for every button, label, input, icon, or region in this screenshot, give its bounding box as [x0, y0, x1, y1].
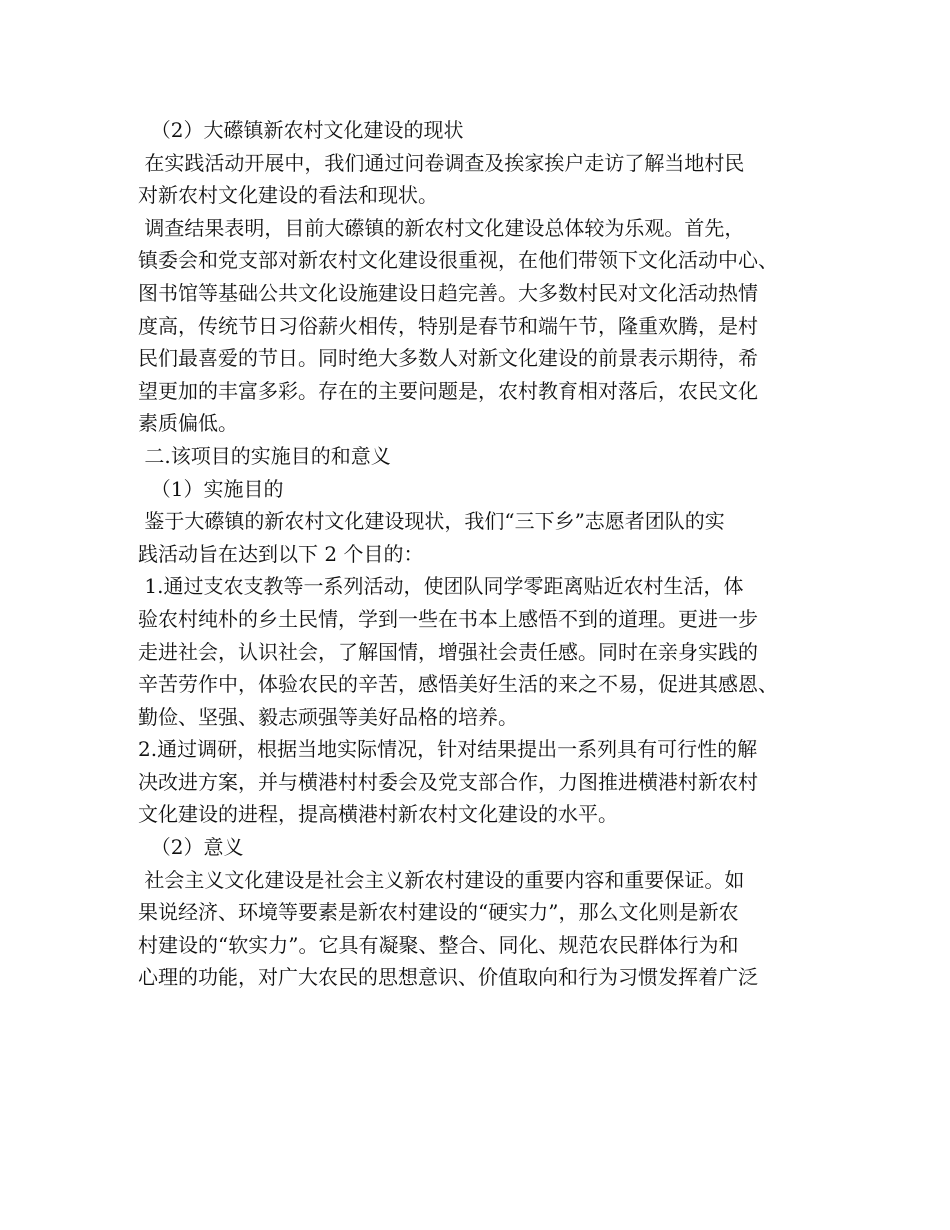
paragraph-line: 图书馆等基础公共文化设施建设日趋完善。大多数村民对文化活动热情: [138, 280, 758, 305]
list-item-line: 1.通过支农支教等一系列活动，使团队同学零距离贴近农村生活，体: [138, 574, 744, 599]
paragraph-line: 村建设的“软实力”。它具有凝聚、整合、同化、规范农民群体行为和: [138, 932, 739, 957]
subheading-significance: （2）意义: [138, 835, 244, 860]
section-heading-status: （2）大礤镇新农村文化建设的现状: [138, 118, 464, 142]
list-item-line: 文化建设的进程，提高横港村新农村文化建设的水平。: [138, 802, 618, 827]
paragraph-line: 在实践活动开展中，我们通过问卷调查及挨家挨户走访了解当地村民: [138, 150, 745, 175]
list-item-line: 验农村纯朴的乡土民情，学到一些在书本上感悟不到的道理。更进一步: [138, 606, 758, 631]
paragraph-line: 果说经济、环境等要素是新农村建设的“硬实力”，那么文化则是新农: [138, 900, 739, 925]
list-item-line: 辛苦劳作中，体验农民的辛苦，感悟美好生活的来之不易，促进其感恩、: [138, 672, 778, 697]
section-heading-purpose-significance: 二.该项目的实施目的和意义: [138, 443, 391, 468]
paragraph-line: 民们最喜爱的节日。同时绝大多数人对新文化建设的前景表示期待，希: [138, 346, 758, 371]
paragraph-line: 鉴于大礤镇的新农村文化建设现状，我们“三下乡”志愿者团队的实: [138, 509, 725, 534]
paragraph-line: 践活动旨在达到以下 2 个目的：: [138, 541, 424, 566]
document-body: [138, 114, 818, 994]
list-item-line: 勤俭、坚强、毅志顽强等美好品格的培养。: [138, 704, 518, 729]
paragraph-line: 社会主义文化建设是社会主义新农村建设的重要内容和重要保证。如: [138, 867, 745, 892]
list-item-line: 走进社会，认识社会，了解国情，增强社会责任感。同时在亲身实践的: [138, 639, 758, 664]
paragraph-line: 心理的功能，对广大农民的思想意识、价值取向和行为习惯发挥着广泛: [138, 965, 758, 990]
paragraph-line: 调查结果表明，目前大礤镇的新农村文化建设总体较为乐观。首先，: [138, 215, 745, 240]
paragraph-line: 度高，传统节日习俗薪火相传，特别是春节和端午节，隆重欢腾，是村: [138, 313, 758, 338]
list-item-line: 2.通过调研，根据当地实际情况，针对结果提出一系列具有可行性的解: [138, 737, 758, 762]
subheading-purpose: （1）实施目的: [138, 476, 284, 501]
paragraph-line: 镇委会和党支部对新农村文化建设很重视，在他们带领下文化活动中心、: [138, 248, 778, 273]
paragraph-line: 望更加的丰富多彩。存在的主要问题是，农村教育相对落后，农民文化: [138, 378, 758, 403]
paragraph-line: 对新农村文化建设的看法和现状。: [138, 183, 438, 208]
list-item-line: 决改进方案，并与横港村村委会及党支部合作，力图推进横港村新农村: [138, 769, 758, 794]
paragraph-line: 素质偏低。: [138, 411, 238, 436]
